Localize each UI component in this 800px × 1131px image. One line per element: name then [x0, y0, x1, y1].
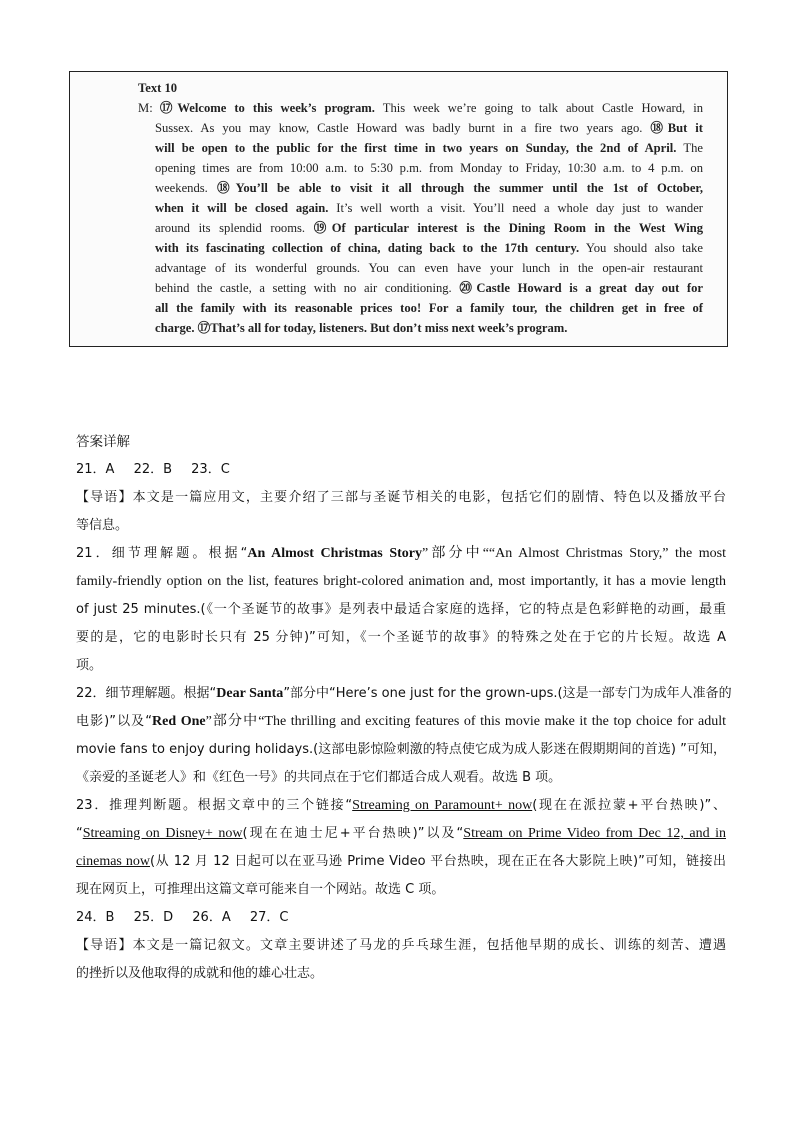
transcript-box	[69, 71, 728, 347]
section-heading: 答案详解	[76, 434, 130, 450]
q23-line-4: 现在网页上，可推理出这篇文章可能来自一个网站。故选 C 项。	[76, 882, 445, 897]
transcript	[138, 78, 703, 338]
answer-key-24-27: 24．B 25．D 26．A 27．C	[76, 910, 289, 925]
q21-line-4: 要的是，它的电影时长只有 25 分钟)”可知，《一个圣诞节的故事》的特殊之处在于它的片长短。故选 A	[76, 630, 726, 645]
q22-line-4: 《亲爱的圣诞老人》和《红色一号》的共同点在于它们都适合成人观看。故选 B 项。	[76, 770, 562, 785]
q21-line-5: 项。	[76, 658, 103, 673]
link-prime-video-cont: cinemas now	[76, 854, 151, 869]
transcript-line-1: M: ⑰Welcome to this week’s program. This week we’re going to talk about Castle Howard, in	[138, 98, 703, 118]
intro-2-line-1: 【导语】本文是一篇记叙文。文章主要讲述了马龙的乒乓球生涯，包括他早期的成长、训练的刻苦、遭遇	[76, 938, 726, 953]
answer-key-21-23: 21．A 22．B 23．C	[76, 462, 230, 477]
q21-line-2: family-friendly option on the list, features bright-colored animation and, most importantly, it has a movie length	[76, 574, 726, 589]
q22-line-1: 22．细节理解题。根据“Dear Santa”部分中“Here’s one just for the grown-ups.(这是一部专门为成年人准备的	[76, 686, 732, 701]
transcript-line-10: behind the castle, a setting with no air conditioning. ⑳Castle Howard is a great day out for	[155, 281, 703, 295]
transcript-line-12: charge. ⑰That’s all for today, listeners. But don’t miss next week’s program.	[155, 321, 568, 335]
q22-line-3: movie fans to enjoy during holidays.(这部电影惊险刺激的特点使它成为成人影迷在假期期间的首选) ”可知，	[76, 742, 726, 757]
answer-explanations	[76, 428, 732, 988]
link-prime-video: Stream on Prime Video from Dec 12, and in	[463, 826, 726, 841]
transcript-title: Text 10	[138, 81, 178, 95]
transcript-line-8: with its fascinating collection of china, dating back to the 17th century. You should also take	[155, 241, 703, 255]
q22-line-2: 电影)”以及“Red One”部分中“The thrilling and exciting features of this movie make it the top choice for adult	[76, 714, 727, 729]
link-disney: Streaming on Disney+ now	[82, 826, 243, 841]
transcript-line-2: Sussex. As you may know, Castle Howard was badly burnt in a fire two years ago. ⑱But it	[155, 121, 703, 135]
q21-line-3: of just 25 minutes.(《一个圣诞节的故事》是列表中最适合家庭的选择，它的特点是色彩鲜艳的动画，最重	[76, 602, 726, 617]
q23-line-3: cinemas now(从 12 月 12 日起可以在亚马逊 Prime Video 平台热映，现在正在各大影院上映)”可知，链接出	[76, 854, 727, 869]
intro-1-line-1: 【导语】本文是一篇应用文，主要介绍了三部与圣诞节相关的电影，包括它们的剧情、特色以及播放平台	[76, 490, 726, 505]
q23-line-2: “Streaming on Disney+ now(现在在迪士尼+平台热映)”以及“Stream on Prime Video from Dec 12, and in	[76, 826, 726, 841]
q21-line-1: 21．细节理解题。根据“An Almost Christmas Story”部分中““An Almost Christmas Story,” the most	[76, 546, 727, 561]
transcript-line-4: opening times are from 10:00 a.m. to 5:30 p.m. from Monday to Friday, 10:30 a.m. to 4 p.m. on	[155, 161, 703, 175]
transcript-line-3: will be open to the public for the first time in two years on Sunday, the 2nd of April. The	[155, 141, 703, 155]
intro-2-line-2: 的挫折以及他取得的成就和他的雄心壮志。	[76, 966, 324, 981]
speaker-label: M:	[138, 101, 153, 115]
transcript-line-5: weekends. ⑱You’ll be able to visit it all through the summer until the 1st of October,	[155, 181, 704, 195]
transcript-line-11: all the family with its reasonable prices too! For a family tour, the children get in free of	[155, 301, 703, 315]
q23-line-1: 23．推理判断题。根据文章中的三个链接“Streaming on Paramount+ now(现在在派拉蒙+平台热映)”、	[76, 798, 726, 813]
intro-1-line-2: 等信息。	[76, 518, 129, 533]
transcript-line-6: when it will be closed again. It’s well worth a visit. You’ll need a whole day just to wander	[155, 201, 703, 215]
link-paramount: Streaming on Paramount+ now	[352, 798, 533, 813]
transcript-line-9: advantage of its wonderful grounds. You can even have your lunch in the open-air restaurant	[155, 261, 703, 275]
transcript-line-7: around its splendid rooms. ⑲Of particular interest is the Dining Room in the West Wing	[155, 221, 704, 235]
